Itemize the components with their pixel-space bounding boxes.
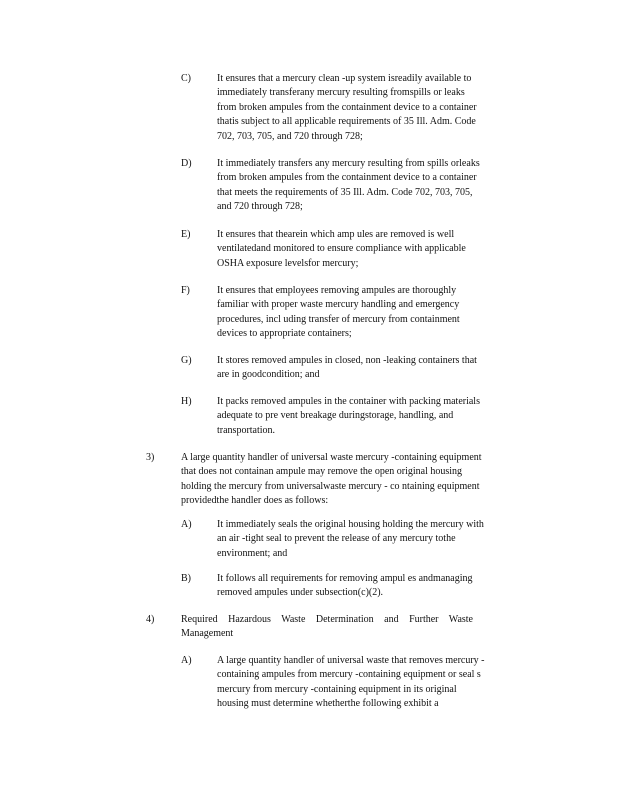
- item-label: B): [181, 573, 191, 584]
- item-text: [217, 518, 539, 561]
- text-line: housing must determine whetherthe following exhibit a: [217, 698, 439, 710]
- text-line: It packs removed ampules in the container with packing materials: [217, 396, 480, 407]
- text-line: from broken ampules from the containment device to a container: [217, 101, 477, 113]
- item-label: G): [181, 355, 192, 366]
- text-line: It stores removed ampules in closed, non -leaking containers that: [217, 355, 477, 366]
- text-line: environment; and: [217, 547, 288, 559]
- item-label: A): [181, 519, 192, 530]
- item-label: 3): [146, 452, 155, 463]
- item-label: D): [181, 158, 192, 169]
- text-line: familiar with proper waste mercury handling and emergency: [217, 299, 460, 311]
- text-line: from broken ampules from the containment device to a container: [217, 172, 477, 184]
- text-line: Required Hazardous Waste Determination and Further Waste: [181, 614, 473, 625]
- item-text: [217, 395, 539, 438]
- item-text: [217, 654, 539, 712]
- text-line: It immediately seals the original housing holding the mercury with: [217, 519, 484, 530]
- text-line: containing ampules from mercury -containing equipment or seal s: [217, 669, 481, 681]
- text-line: that does not containan ampule may remove the open original housing: [181, 466, 463, 478]
- text-line: and 720 through 728;: [217, 201, 303, 213]
- item-text: [217, 354, 539, 383]
- item-text: [217, 228, 539, 271]
- text-line: 702, 703, 705, and 720 through 728;: [217, 130, 363, 142]
- item-label: F): [181, 285, 190, 296]
- text-line: OSHA exposure levelsfor mercury;: [217, 257, 359, 269]
- item-text: [181, 451, 541, 509]
- item-label: A): [181, 655, 192, 666]
- text-line: Management: [181, 628, 234, 640]
- item-label: 4): [146, 614, 155, 625]
- text-line: adequate to pre vent breakage duringstorage, handling, and: [217, 410, 454, 422]
- text-line: It ensures that thearein which amp ules are removed is well: [217, 229, 455, 240]
- text-line: an air -tight seal to prevent the release of any mercury tothe: [217, 533, 456, 545]
- text-line: thatis subject to all applicable requirements of 35 Ill. Adm. Code: [217, 116, 476, 128]
- text-line: A large quantity handler of universal waste mercury -containing equipment: [181, 452, 482, 463]
- item-text: [217, 72, 539, 144]
- text-line: are in goodcondition; and: [217, 369, 320, 381]
- text-line: It ensures that employees removing ampules are thoroughly: [217, 285, 457, 296]
- item-text: [217, 284, 539, 342]
- text-line: removed ampules under subsection(c)(2).: [217, 587, 384, 599]
- text-line: A large quantity handler of universal waste that removes mercury -: [217, 655, 485, 666]
- text-line: It follows all requirements for removing ampul es andmanaging: [217, 573, 473, 584]
- item-label: H): [181, 396, 192, 407]
- text-line: devices to appropriate containers;: [217, 328, 352, 340]
- item-text: [217, 157, 539, 215]
- text-line: providedthe handler does as follows:: [181, 495, 329, 507]
- text-line: procedures, incl uding transfer of mercury from containment: [217, 313, 460, 325]
- text-line: that meets the requirements of 35 Ill. Adm. Code 702, 703, 705,: [217, 186, 473, 198]
- text-line: It immediately transfers any mercury resulting from spills orleaks: [217, 158, 480, 169]
- item-text: [217, 572, 539, 601]
- text-line: immediately transferany mercury resulting fromspills or leaks: [217, 87, 465, 99]
- item-text: [181, 613, 541, 642]
- item-label: E): [181, 229, 191, 240]
- item-label: C): [181, 73, 191, 84]
- text-line: holding the mercury from universalwaste mercury - co ntaining equipment: [181, 480, 480, 492]
- text-line: mercury from mercury -containing equipment in its original: [217, 683, 457, 695]
- text-line: It ensures that a mercury clean -up system isreadily available to: [217, 73, 472, 84]
- text-line: ventilatedand monitored to ensure compliance with applicable: [217, 243, 466, 255]
- text-line: transportation.: [217, 424, 276, 436]
